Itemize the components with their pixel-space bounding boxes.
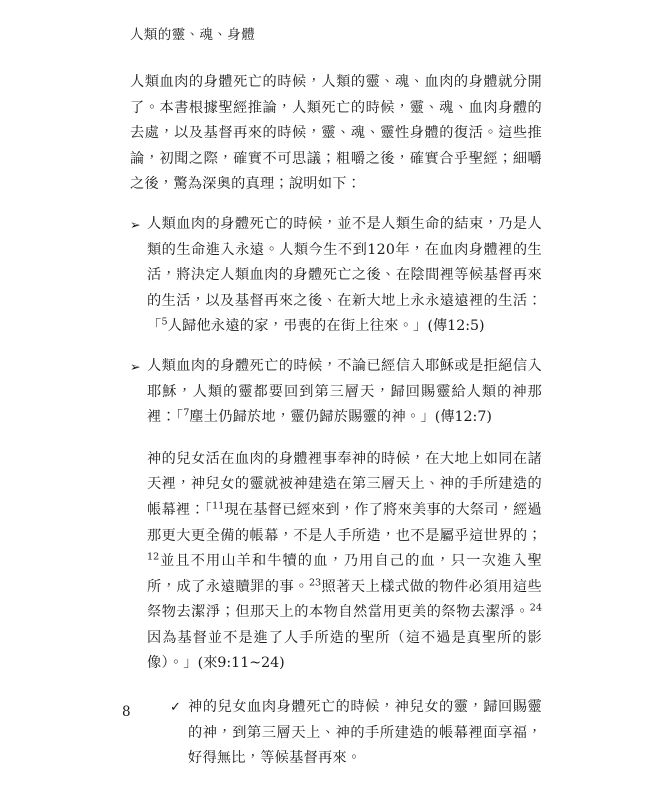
list-item <box>130 212 542 340</box>
scripture-quote: 塵土仍歸於地，靈仍歸於賜靈的神。」 <box>189 409 435 426</box>
scripture-verse-11: 現在基督已經來到，作了將來美事的大祭司，經過那更大更全備的帳幕，不是人手所造，也不是屬乎這世界的； <box>147 501 542 544</box>
verse-number: 24 <box>529 602 542 614</box>
verse-number: 23 <box>308 576 322 588</box>
scripture-reference: (傳12:5) <box>427 318 485 335</box>
scripture-reference: (來9:11~24) <box>197 655 285 672</box>
arrow-bullet-icon: ➢ <box>130 216 141 232</box>
checklist-item <box>170 695 542 772</box>
scripture-verse-23: 照著天上樣式做的物件必須用這些祭物去潔淨；但那天上的本物自然當用更美的祭物去潔淨。 <box>147 578 542 621</box>
list-item-text: 人類血肉的身體死亡的時候，並不是人類生命的結束，乃是人類的生命進入永遠。人類今生不到120年，在血肉身體裡的生活，將決定人類血肉的身體死亡之後、在陰間裡等候基督再來的生活，以及基督再來之後、在新大地上永永遠遠裡的生活：「 <box>147 215 542 335</box>
scripture-reference: (傳12:7) <box>434 409 492 426</box>
verse-number: 12 <box>147 551 160 563</box>
scripture-quote: 人歸他永遠的家，弔喪的在街上往來。」 <box>167 318 428 335</box>
verse-number: 7 <box>183 407 190 419</box>
intro-paragraph: 人類血肉的身體死亡的時候，人類的靈、魂、血肉的身體就分開了。本書根據聖經推論，人類死亡的時候，靈、魂、血肉身體的去處，以及基督再來的時候，靈、魂、靈性身體的復活。這些推論，初聞之際，確實不可思議；粗嚼之後，確實合乎聖經；細嚼之後，驚為深奧的真理；說明如下： <box>130 74 542 193</box>
scripture-verse-24: 因為基督並不是進了人手所造的聖所（這不過是真聖所的影像）。」 <box>147 629 542 672</box>
body-text-column <box>130 70 542 786</box>
page-number: 8 <box>122 704 131 720</box>
running-head: 人類的靈、魂、身體 <box>130 27 256 43</box>
verse-number: 11 <box>212 500 225 512</box>
arrow-bullet-icon: ➢ <box>130 358 141 374</box>
verse-number: 5 <box>161 316 168 328</box>
checkmark-icon: ✓ <box>170 700 182 716</box>
checklist-item-text: 神的兒女血肉身體死亡的時候，神兒女的靈，歸回賜靈的神，到第三層天上、神的手所建造的帳幕裡面享福，好得無比，等候基督再來。 <box>188 699 542 767</box>
list-item <box>130 354 542 431</box>
scripture-verse-12: 並且不用山羊和牛犢的血，乃用自己的血，只一次進入聖所，成了永遠贖罪的事。 <box>147 553 542 595</box>
sub-paragraph <box>147 447 542 677</box>
list-item-text: 人類血肉的身體死亡的時候，不論已經信入耶穌或是拒絕信入耶穌，人類的靈都要回到第三層天，歸回賜靈給人類的神那裡：「 <box>147 357 542 426</box>
sub-paragraph-lead-in: 神的兒女活在血肉的身體裡事奉神的時候，在大地上如同在諸天裡，神兒女的靈就被神建造在第三層天上、神的手所建造的帳幕裡：「 <box>147 450 542 518</box>
